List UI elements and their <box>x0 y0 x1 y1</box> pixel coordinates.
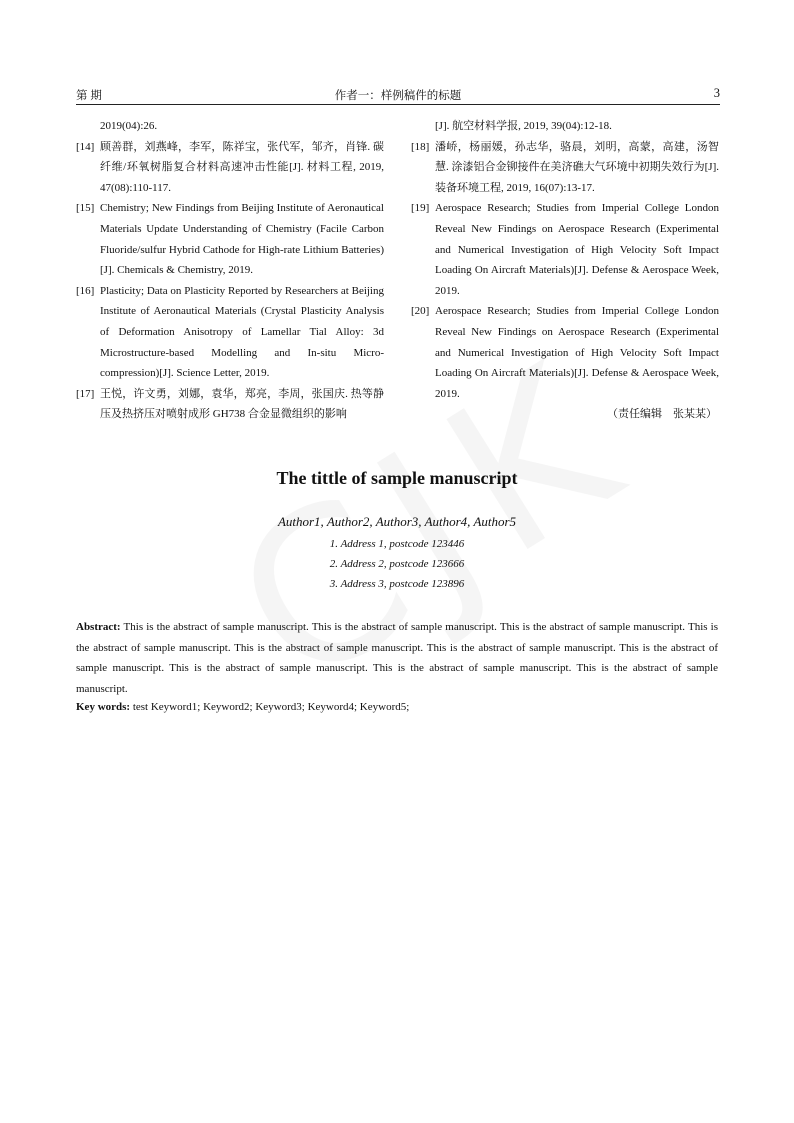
reference-text: Aerospace Research; Studies from Imperial College London Reveal New Findings on Aerospace Research (Experimental and Numerical Investigation of High Velocity Soft Impact Loading On Aircraft Materials)[J]. Defense & Aerospace Week, 2019. <box>435 305 719 400</box>
reference-item <box>411 301 719 404</box>
reference-item <box>76 281 384 384</box>
reference-text: Aerospace Research; Studies from Imperial College London Reveal New Findings on Aerospace Research (Experimental and Numerical Investigation of High Velocity Soft Impact Loading On Aircraft Materials)[J]. Defense & Aerospace Week, 2019. <box>435 202 719 297</box>
keywords-label: Key words: <box>76 701 131 713</box>
reference-number: [19] <box>411 202 430 215</box>
reference-number: [15] <box>76 202 95 215</box>
reference-item <box>76 384 384 425</box>
reference-text: 2019(04):26. <box>100 120 158 132</box>
author-list: Author1, Author2, Author3, Author4, Author5 <box>277 514 517 529</box>
keywords <box>76 701 718 713</box>
reference-number: [14] <box>76 140 95 153</box>
reference-item <box>411 137 719 199</box>
running-header <box>76 86 720 105</box>
reference-number: [17] <box>76 387 95 400</box>
abstract-label: Abstract: <box>76 621 121 633</box>
keywords-text: test Keyword1; Keyword2; Keyword3; Keyword4; Keyword5; <box>132 701 410 713</box>
abstract-text: This is the abstract of sample manuscript. This is the abstract of sample manuscript. This is the abstract of sample manuscript. This is the abstract of sample manuscript. This is the abstract of sample manuscript. This is the abstract of sample manuscript. This is the abstract of sample manuscript. This is the abstract of sample manuscript. This is the abstract of sample manuscript. This is the abstract of sample manuscript. <box>76 621 718 695</box>
responsible-editor: （责任编辑 张某某） <box>607 408 717 420</box>
reference-item <box>76 137 384 199</box>
address-line: 2. Address 2, postcode 123666 <box>329 558 465 570</box>
reference-item <box>76 116 384 137</box>
reference-text: 王悦，许文勇，刘娜，袁华，郑亮，李周，张国庆. 热等静压及热挤压对喷射成形 GH738 合金显微组织的影响 <box>100 387 384 421</box>
references-right-column <box>411 116 719 404</box>
issue-label: 第 期 <box>76 90 102 102</box>
page-number: 3 <box>713 86 720 100</box>
abstract <box>76 617 718 699</box>
running-title: 作者一：样例稿件的标题 <box>334 90 462 102</box>
address-line: 1. Address 1, postcode 123446 <box>329 538 465 550</box>
reference-text: 顾善群，刘燕峰，李军，陈祥宝，张代军，邹齐，肖锋. 碳纤维/环氧树脂复合材料高速冲击性能[J]. 材料工程, 2019, 47(08):110-117. <box>100 140 384 194</box>
address-line: 3. Address 3, postcode 123896 <box>329 578 465 590</box>
reference-item <box>411 116 719 137</box>
reference-item <box>411 198 719 301</box>
reference-item <box>76 198 384 280</box>
reference-number: [20] <box>411 305 430 318</box>
reference-text: Chemistry; New Findings from Beijing Institute of Aeronautical Materials Update Understanding of Chemistry (Facile Carbon Fluoride/sulfur Hybrid Cathode for High-rate Lithium Batteries)[J]. Chemicals & Chemistry, 2019. <box>100 202 384 277</box>
references-left-column <box>76 116 384 425</box>
reference-text: [J]. 航空材料学报, 2019, 39(04):12-18. <box>435 120 612 132</box>
reference-number: [18] <box>411 140 430 153</box>
reference-text: Plasticity; Data on Plasticity Reported by Researchers at Beijing Institute of Aeronautical Materials (Crystal Plasticity Analysis of Deformation Anisotropy of Lamellar Tial Alloy: 3d Microstructure-based Modelling and In-situ Micro-compression)[J]. Science Letter, 2019. <box>100 284 384 380</box>
english-title: The tittle of sample manuscript <box>276 468 518 488</box>
reference-number: [16] <box>76 284 95 297</box>
reference-text: 潘峤，杨丽媛，孙志华，骆晨，刘明，高蒙，高建，汤智慧. 涂漆铝合金铆接件在美济礁大气环境中初期失效行为[J]. 装备环境工程, 2019, 16(07):13-17. <box>435 140 719 194</box>
